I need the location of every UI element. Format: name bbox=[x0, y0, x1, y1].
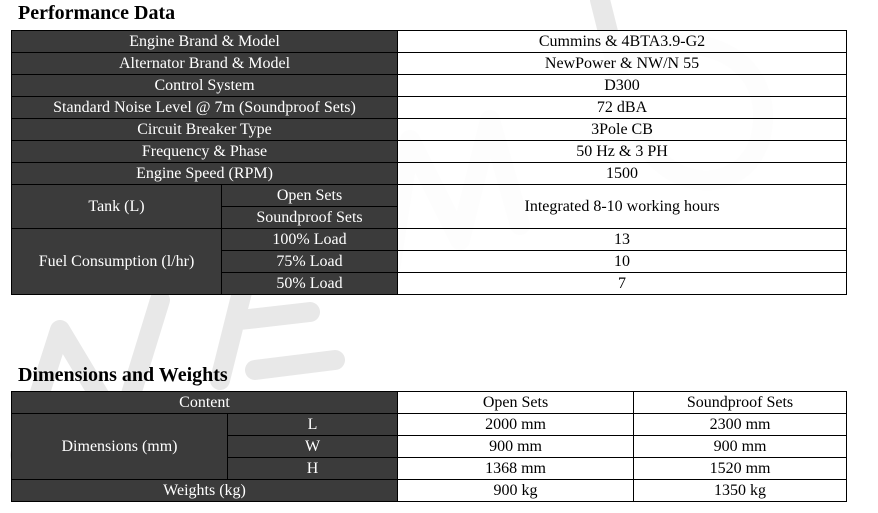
row-value: 3Pole CB bbox=[398, 119, 847, 141]
performance-title: Performance Data bbox=[18, 2, 176, 24]
row-value: 50 Hz & 3 PH bbox=[398, 141, 847, 163]
content-header: Content bbox=[12, 392, 398, 414]
row-value: 72 dBA bbox=[398, 97, 847, 119]
fuel-load: 50% Load bbox=[222, 273, 398, 295]
table-row bbox=[12, 229, 847, 251]
dimensions-table bbox=[11, 391, 847, 502]
soundproof-value: 900 mm bbox=[634, 436, 847, 458]
soundproof-sets-header: Soundproof Sets bbox=[634, 392, 847, 414]
fuel-value: 13 bbox=[398, 229, 847, 251]
soundproof-value: 1350 kg bbox=[634, 480, 847, 502]
dimension-axis: W bbox=[228, 436, 398, 458]
tank-sub-soundproof: Soundproof Sets bbox=[222, 207, 398, 229]
row-value: NewPower & NW/N 55 bbox=[398, 53, 847, 75]
table-row bbox=[12, 392, 847, 414]
table-row bbox=[12, 119, 847, 141]
table-row bbox=[12, 480, 847, 502]
fuel-load: 75% Load bbox=[222, 251, 398, 273]
fuel-value: 7 bbox=[398, 273, 847, 295]
row-label: Alternator Brand & Model bbox=[12, 53, 398, 75]
dimension-axis: H bbox=[228, 458, 398, 480]
dimension-axis: L bbox=[228, 414, 398, 436]
row-label: Circuit Breaker Type bbox=[12, 119, 398, 141]
table-row bbox=[12, 75, 847, 97]
table-row bbox=[12, 31, 847, 53]
dimensions-label: Dimensions (mm) bbox=[12, 414, 228, 480]
soundproof-value: 1520 mm bbox=[634, 458, 847, 480]
table-row bbox=[12, 53, 847, 75]
tank-sub-open: Open Sets bbox=[222, 185, 398, 207]
performance-table bbox=[11, 30, 847, 295]
table-row bbox=[12, 185, 847, 207]
row-label: Standard Noise Level @ 7m (Soundproof Sets) bbox=[12, 97, 398, 119]
row-label: Engine Brand & Model bbox=[12, 31, 398, 53]
soundproof-value: 2300 mm bbox=[634, 414, 847, 436]
row-value: D300 bbox=[398, 75, 847, 97]
open-value: 900 kg bbox=[398, 480, 634, 502]
fuel-value: 10 bbox=[398, 251, 847, 273]
tank-value: Integrated 8-10 working hours bbox=[398, 185, 847, 229]
open-sets-header: Open Sets bbox=[398, 392, 634, 414]
table-row bbox=[12, 163, 847, 185]
open-value: 2000 mm bbox=[398, 414, 634, 436]
fuel-label: Fuel Consumption (l/hr) bbox=[12, 229, 222, 295]
row-label: Control System bbox=[12, 75, 398, 97]
row-value: 1500 bbox=[398, 163, 847, 185]
fuel-load: 100% Load bbox=[222, 229, 398, 251]
table-row bbox=[12, 141, 847, 163]
open-value: 900 mm bbox=[398, 436, 634, 458]
tank-label: Tank (L) bbox=[12, 185, 222, 229]
weights-label: Weights (kg) bbox=[12, 480, 398, 502]
open-value: 1368 mm bbox=[398, 458, 634, 480]
dimensions-title: Dimensions and Weights bbox=[18, 364, 228, 386]
table-row bbox=[12, 414, 847, 436]
row-value: Cummins & 4BTA3.9-G2 bbox=[398, 31, 847, 53]
table-row bbox=[12, 97, 847, 119]
row-label: Frequency & Phase bbox=[12, 141, 398, 163]
row-label: Engine Speed (RPM) bbox=[12, 163, 398, 185]
